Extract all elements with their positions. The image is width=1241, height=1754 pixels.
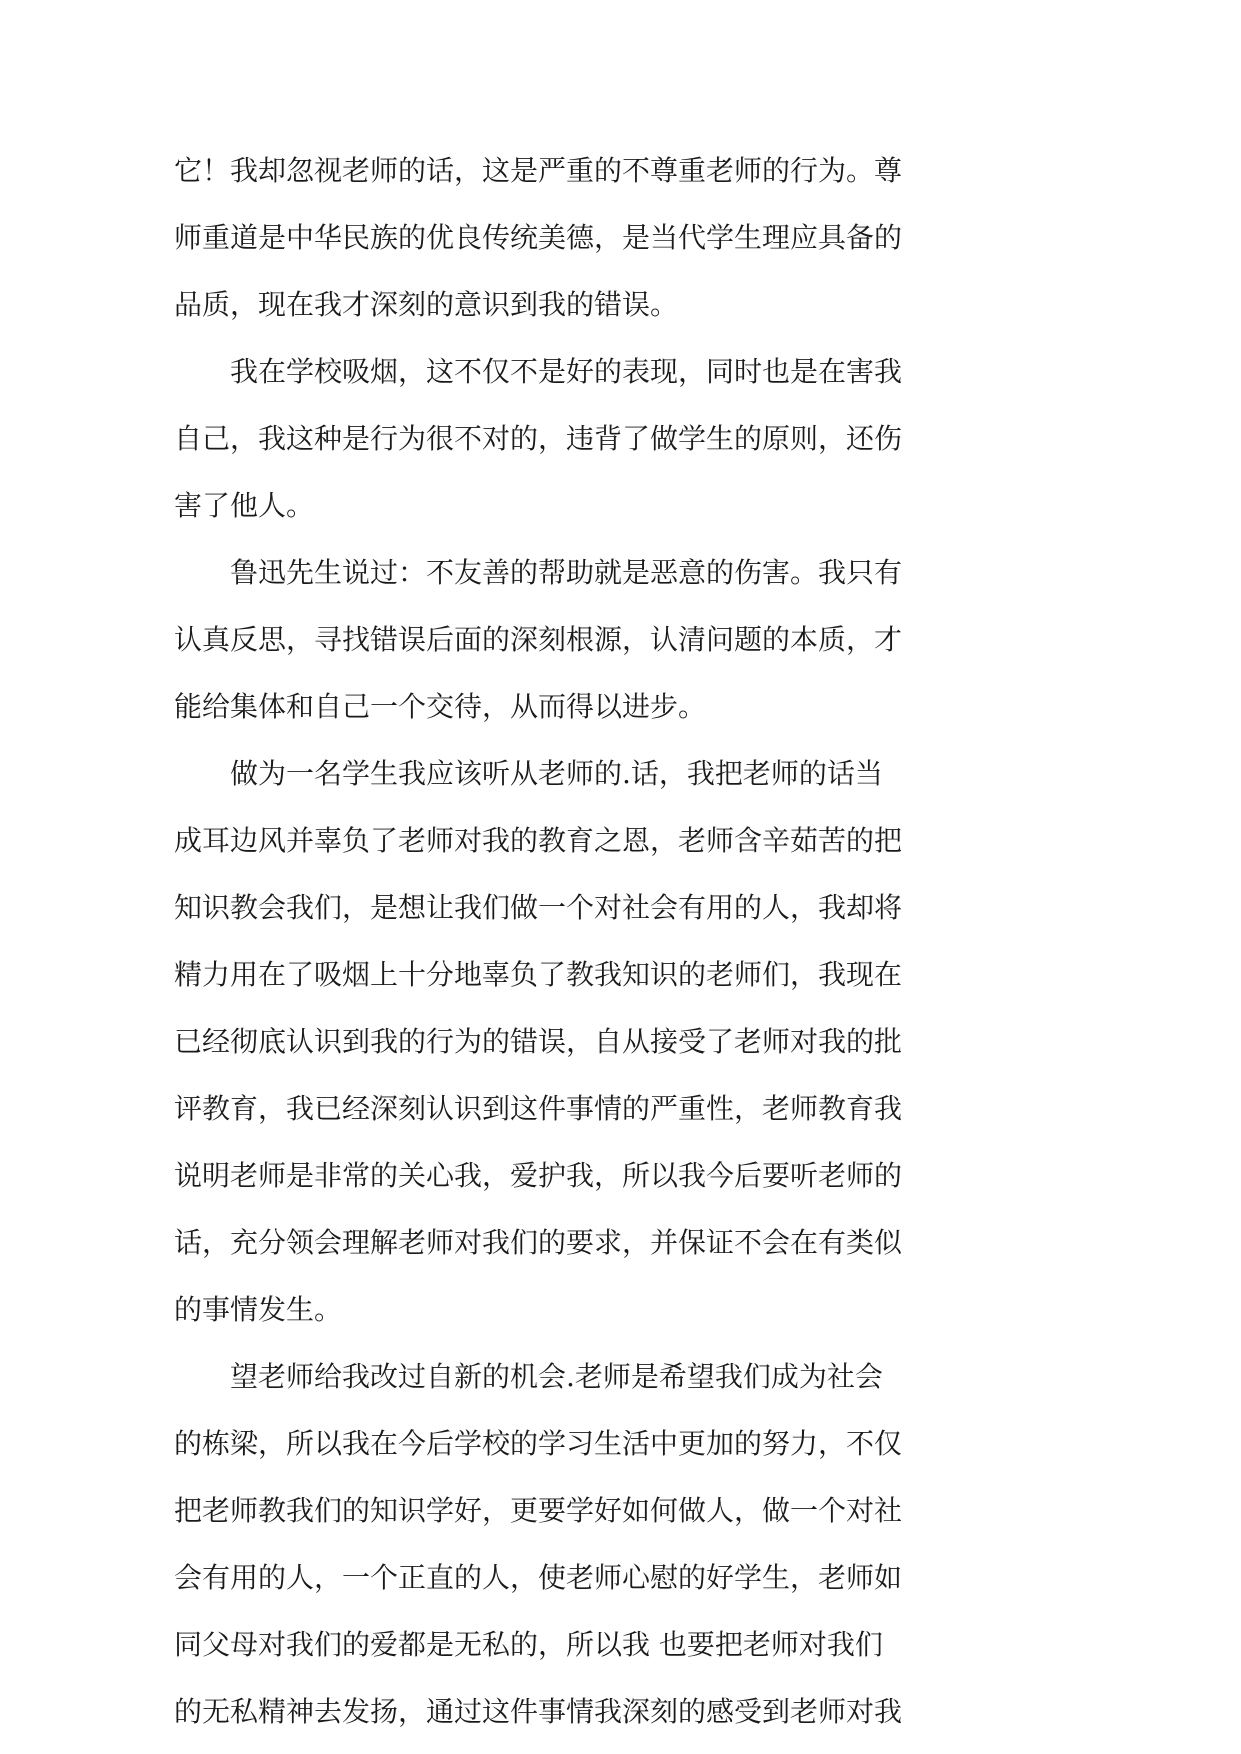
text-line: 把老师教我们的知识学好，更要学好如何做人，做一个对社 <box>174 1494 903 1527</box>
text-line: 它！我却忽视老师的话，这是严重的不尊重老师的行为。尊 <box>174 154 903 187</box>
paragraph-first-line: 望老师给我改过自新的机会.老师是希望我们成为社会 <box>230 1360 883 1393</box>
text-line: 的无私精神去发扬，通过这件事情我深刻的感受到老师对我 <box>174 1695 903 1728</box>
text-line: 评教育，我已经深刻认识到这件事情的严重性，老师教育我 <box>174 1092 903 1125</box>
paragraph-first-line: 我在学校吸烟，这不仅不是好的表现，同时也是在害我 <box>230 355 903 388</box>
text-line: 会有用的人，一个正直的人，使老师心慰的好学生，老师如 <box>174 1561 903 1594</box>
text-line: 成耳边风并辜负了老师对我的教育之恩，老师含辛茹苦的把 <box>174 824 903 857</box>
text-line: 害了他人。 <box>174 489 315 522</box>
text-line: 说明老师是非常的关心我，爱护我，所以我今后要听老师的 <box>174 1159 903 1192</box>
paragraph-first-line: 鲁迅先生说过：不友善的帮助就是恶意的伤害。我只有 <box>230 556 903 589</box>
text-line: 认真反思，寻找错误后面的深刻根源，认清问题的本质，才 <box>174 623 903 656</box>
text-line: 师重道是中华民族的优良传统美德，是当代学生理应具备的 <box>174 221 903 254</box>
text-line: 品质，现在我才深刻的意识到我的错误。 <box>174 288 679 321</box>
text-line: 的事情发生。 <box>174 1293 343 1326</box>
paragraph-first-line: 做为一名学生我应该听从老师的.话，我把老师的话当 <box>230 757 883 790</box>
text-line: 同父母对我们的爱都是无私的，所以我 也要把老师对我们 <box>174 1628 883 1661</box>
text-line: 的栋梁，所以我在今后学校的学习生活中更加的努力，不仅 <box>174 1427 903 1460</box>
text-line: 知识教会我们，是想让我们做一个对社会有用的人，我却将 <box>174 891 903 924</box>
text-line: 话，充分领会理解老师对我们的要求，并保证不会在有类似 <box>174 1226 903 1259</box>
text-line: 自己，我这种是行为很不对的，违背了做学生的原则，还伤 <box>174 422 903 455</box>
text-line: 已经彻底认识到我的行为的错误，自从接受了老师对我的批 <box>174 1025 903 1058</box>
text-line: 精力用在了吸烟上十分地辜负了教我知识的老师们，我现在 <box>174 958 903 991</box>
text-line: 能给集体和自己一个交待，从而得以进步。 <box>174 690 707 723</box>
